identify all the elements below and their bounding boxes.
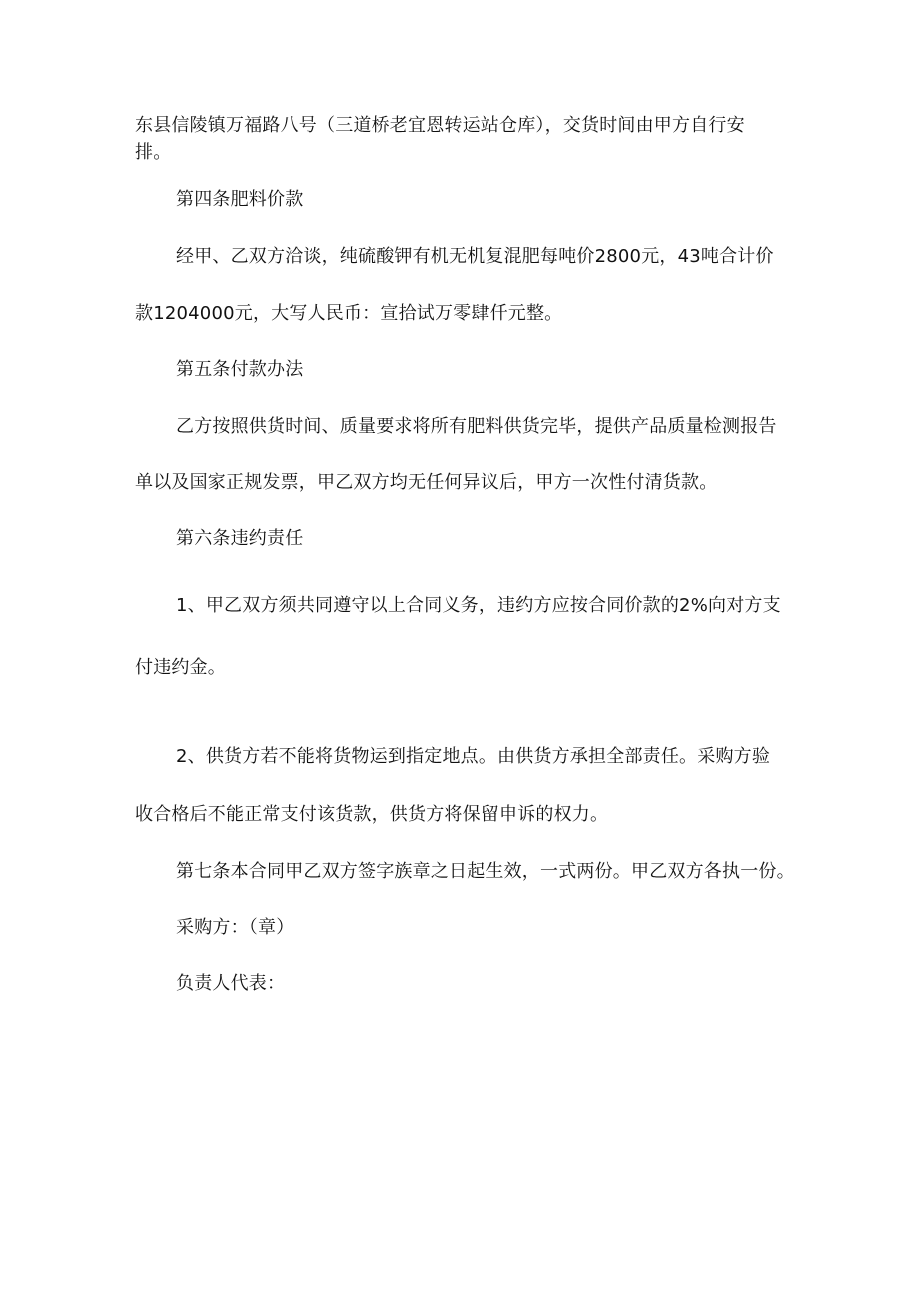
section-heading-price: 第四条肥料价款 (176, 189, 304, 210)
text-line-payment: 乙方按照供货时间、质量要求将所有肥料供货完毕，提供产品质量检测报告 (176, 416, 777, 437)
text-line-liability-2-cont: 收合格后不能正常支付该货款，供货方将保留申诉的权力。 (135, 804, 609, 825)
text-line-liability-1: 1、甲乙双方须共同遵守以上合同义务，违约方应按合同价款的2%向对方支 (176, 595, 781, 616)
text-line-liability-1-cont: 付违约金。 (135, 657, 226, 678)
text-line-address-cont: 排。 (135, 142, 172, 163)
buyer-seal-label: 采购方：（章） (176, 917, 295, 938)
text-line-price-cont: 款1204000元，大写人民币：宣拾试万零肆仟元整。 (135, 303, 563, 324)
text-line-address: 东县信陵镇万福路八号（三道桥老宜恩转运站仓库），交货时间由甲方自行安 (135, 115, 745, 136)
text-line-price: 经甲、乙双方洽谈，纯硫酸钾有机无机复混肥每吨价2800元，43吨合计价 (176, 246, 774, 267)
section-heading-payment: 第五条付款办法 (176, 359, 304, 380)
section-heading-liability: 第六条违约责任 (176, 528, 304, 549)
representative-label: 负责人代表： (176, 973, 286, 994)
text-line-liability-2: 2、供货方若不能将货物运到指定地点。由供货方承担全部责任。采购方验 (176, 746, 771, 767)
section-heading-effect: 第七条本合同甲乙双方签字族章之日起生效，一式两份。甲乙双方各执一份。 (176, 861, 795, 882)
text-line-payment-cont: 单以及国家正规发票，甲乙双方均无任何异议后，甲方一次性付清货款。 (135, 472, 718, 493)
